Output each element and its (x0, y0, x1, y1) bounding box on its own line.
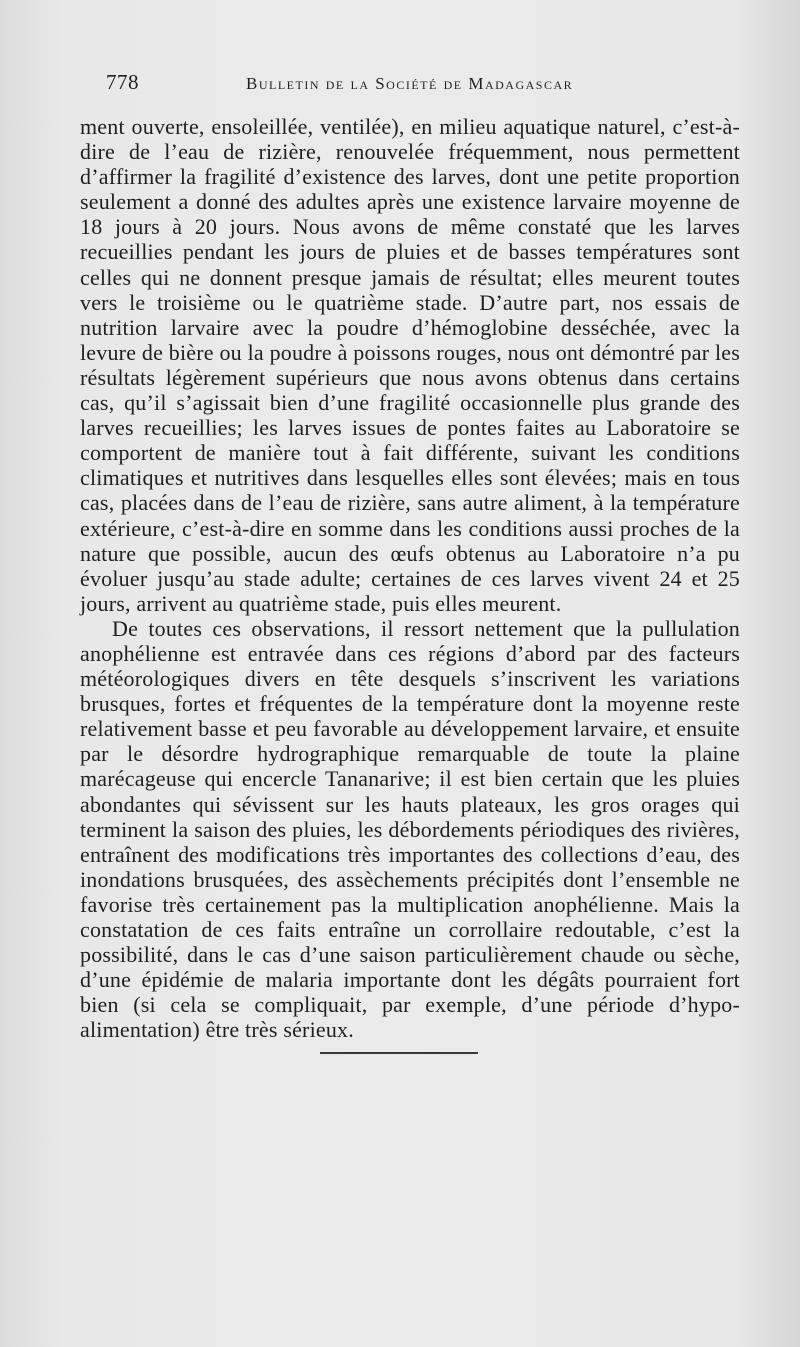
page-number: 778 (106, 70, 139, 94)
end-rule (320, 1052, 478, 1054)
paragraph-continuation: ment ouverte, ensoleillée, ventilée), en milieu aquatique naturel, c’est-à-dire de l’eau de rizière, renouvelée fréquemment, nous permettent d’affirmer la fragilité d’existence des larves, dont une petite proportion seulement a donné des adultes après une existence larvaire moyenne de 18 jours à 20 jours. Nous avons de même constaté que les larves recueillies pendant les jours de pluies et de basses températures sont celles qui ne donnent presque jamais de résultat; elles meurent toutes vers le troisième ou le quatrième stade. D’autre part, nos essais de nutrition larvaire avec la poudre d’hémoglobine desséchée, avec la levure de bière ou la poudre à poissons rouges, nous ont démontré par les résultats légèrement supérieurs que nous avons obtenus dans certains cas, qu’il s’agissait bien d’une fragilité occasionnelle plus grande des larves recueillies; les larves issues de pontes faites au Laboratoire se comportent de manière tout à fait différente, suivant les conditions climatiques et nutritives dans lesquelles elles sont élevées; mais en tous cas, placées dans de l’eau de rizière, sans autre aliment, à la température extérieure, c’est-à-dire en somme dans les conditions aussi proches de la nature que possible, aucun des œufs obtenus au Laboratoire n’a pu évoluer jusqu’au stade adulte; certaines de ces larves vivent 24 et 25 jours, arrivent au quatrième stade, puis elles meurent. (80, 114, 740, 616)
page-header (106, 70, 626, 102)
body-text (80, 114, 740, 1042)
running-title: Bulletin de la Société de Madagascar (246, 74, 574, 93)
paragraph-conclusion: De toutes ces observations, il ressort nettement que la pullulation anophélienne est entravée dans ces régions d’abord par des facteurs météorologiques divers en tête desquels s’inscrivent les variations brusques, fortes et fréquentes de la température dont la moyenne reste relativement basse et peu favorable au développement larvaire, et ensuite par le désordre hydrographique remarquable de toute la plaine marécageuse qui encercle Tananarive; il est bien certain que les pluies abondantes qui sévissent sur les hauts plateaux, les gros orages qui terminent la saison des pluies, les débordements périodiques des rivières, entraînent des modifications très importantes des collections d’eau, des inondations brusquées, des assèchements précipités dont l’ensemble ne favorise très certainement pas la multiplication anophélienne. Mais la constatation de ces faits entraîne un corrollaire redoutable, c’est la possibilité, dans le cas d’une saison particulièrement chaude ou sèche, d’une épidémie de malaria importante dont les dégâts pourraient fort bien (si cela se compliquait, par exemple, d’une période d’hypo-alimentation) être très sérieux. (80, 615, 740, 1043)
